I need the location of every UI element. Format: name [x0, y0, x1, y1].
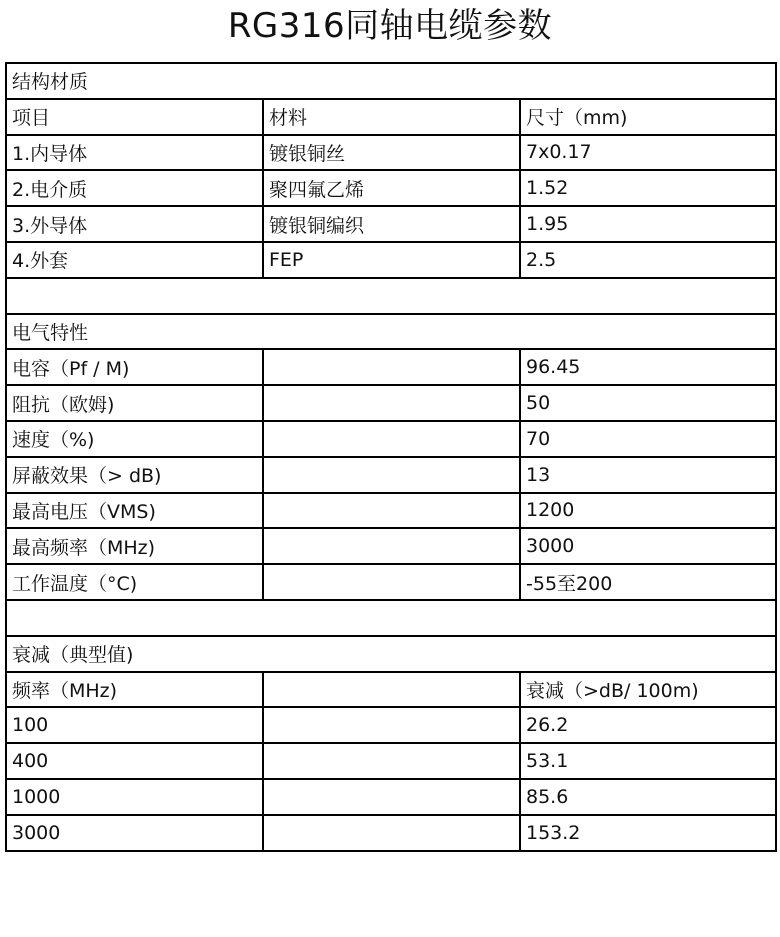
table-cell: 2.5	[520, 242, 776, 278]
table-cell: 电容（Pf / M)	[6, 349, 263, 385]
spec-table	[5, 62, 777, 852]
table-row	[6, 707, 776, 743]
table-row	[6, 743, 776, 779]
table-row	[6, 421, 776, 457]
table-cell	[263, 349, 520, 385]
table-cell: 镀银铜编织	[263, 206, 520, 242]
table-cell: 最高电压（VMS)	[6, 493, 263, 529]
section-heading-attenuation: 衰减（典型值)	[6, 636, 776, 672]
table-row	[6, 385, 776, 421]
section-heading-structure: 结构材质	[6, 63, 776, 99]
table-cell: 4.外套	[6, 242, 263, 278]
table-cell: FEP	[263, 242, 520, 278]
table-row	[6, 242, 776, 278]
table-cell: 100	[6, 707, 263, 743]
spacer-row	[6, 278, 776, 314]
spacer-cell	[6, 600, 776, 636]
table-row	[6, 457, 776, 493]
table-header-row	[6, 99, 776, 135]
table-cell: 工作温度（°C)	[6, 564, 263, 600]
table-row	[6, 564, 776, 600]
table-cell: 聚四氟乙烯	[263, 170, 520, 206]
header-cell: 项目	[6, 99, 263, 135]
section-heading-row	[6, 314, 776, 350]
table-row	[6, 206, 776, 242]
table-cell: 1.52	[520, 170, 776, 206]
table-cell: 13	[520, 457, 776, 493]
section-heading-electrical: 电气特性	[6, 314, 776, 350]
table-cell: 153.2	[520, 815, 776, 851]
spacer-row	[6, 600, 776, 636]
table-cell: 2.电介质	[6, 170, 263, 206]
table-cell: 50	[520, 385, 776, 421]
table-row	[6, 528, 776, 564]
table-row	[6, 170, 776, 206]
table-cell	[263, 743, 520, 779]
table-row	[6, 815, 776, 851]
table-cell: 1200	[520, 493, 776, 529]
table-cell: 3000	[6, 815, 263, 851]
table-cell: 1000	[6, 779, 263, 815]
header-cell: 频率（MHz)	[6, 672, 263, 708]
table-cell: -55至200	[520, 564, 776, 600]
table-cell: 400	[6, 743, 263, 779]
table-cell: 53.1	[520, 743, 776, 779]
table-row	[6, 779, 776, 815]
table-header-row	[6, 672, 776, 708]
table-cell	[263, 421, 520, 457]
table-cell: 3000	[520, 528, 776, 564]
table-row	[6, 349, 776, 385]
table-row	[6, 135, 776, 171]
section-heading-row	[6, 636, 776, 672]
table-cell	[263, 385, 520, 421]
table-cell	[263, 564, 520, 600]
page-title: RG316同轴电缆参数	[227, 6, 553, 46]
table-cell	[263, 528, 520, 564]
table-cell: 7x0.17	[520, 135, 776, 171]
table-cell: 3.外导体	[6, 206, 263, 242]
table-cell: 70	[520, 421, 776, 457]
section-heading-row	[6, 63, 776, 99]
header-cell: 尺寸（mm)	[520, 99, 776, 135]
table-cell: 屏蔽效果（> dB)	[6, 457, 263, 493]
table-cell: 85.6	[520, 779, 776, 815]
table-cell: 镀银铜丝	[263, 135, 520, 171]
table-row	[6, 493, 776, 529]
table-cell	[263, 493, 520, 529]
table-cell: 96.45	[520, 349, 776, 385]
table-cell	[263, 815, 520, 851]
table-cell	[263, 707, 520, 743]
table-cell	[263, 457, 520, 493]
table-cell: 1.95	[520, 206, 776, 242]
table-cell: 速度（%)	[6, 421, 263, 457]
table-cell: 最高频率（MHz)	[6, 528, 263, 564]
table-cell: 26.2	[520, 707, 776, 743]
table-cell	[263, 779, 520, 815]
header-cell: 材料	[263, 99, 520, 135]
table-cell: 阻抗（欧姆)	[6, 385, 263, 421]
spacer-cell	[6, 278, 776, 314]
header-cell	[263, 672, 520, 708]
header-cell: 衰减（>dB/ 100m)	[520, 672, 776, 708]
table-cell: 1.内导体	[6, 135, 263, 171]
